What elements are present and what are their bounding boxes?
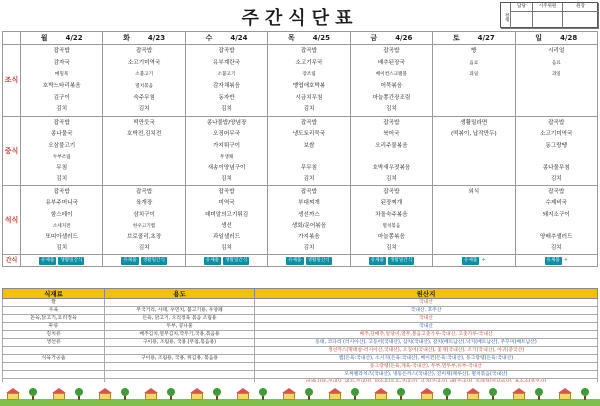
day-header: 수 4/24: [185, 32, 267, 45]
dish-item: 수제비국: [545, 200, 568, 207]
dish-item: [516, 81, 597, 93]
dish-item: 소고기미역국: [540, 131, 573, 138]
house-icon: [236, 388, 250, 400]
dish-item: [103, 141, 184, 152]
dish-item: 김치: [56, 245, 68, 252]
dish-item: 시리얼: [548, 48, 565, 54]
day-header: 토 4/27: [433, 32, 515, 45]
dish-item: 김치: [550, 176, 562, 183]
origin-row: [3, 347, 598, 355]
meal-label: 석식: [3, 186, 21, 255]
origin-origin: 모짜렐라치즈(국내산), 냉동돈까스(국내산), 진미채(페루산), 멸치볶음(국내산): [255, 371, 598, 379]
dish-item: 생선까스: [298, 211, 320, 218]
dish-item: 잡곡밥: [300, 48, 318, 54]
dish-item: 떡만둣국: [133, 120, 155, 127]
origin-origin: 동그랑땡(돈육,계육-국내산), 두부,면두부,유부-국내산: [255, 363, 598, 371]
approval-sign-box: [563, 12, 599, 29]
breakfast-row: [3, 45, 598, 117]
origin-header-row: [3, 289, 598, 299]
origin-use: 무국거리, 사태, 우민치, 불고기용, 우양폐: [105, 307, 255, 315]
house-icon: [374, 388, 388, 400]
day-header: 금 4/26: [350, 32, 432, 45]
snack-cell: [515, 255, 597, 267]
tree-icon: [29, 388, 37, 400]
dish-item: 잡곡밥: [383, 120, 400, 127]
dish-item: 가지튀구이: [213, 142, 241, 149]
snack-cell: [185, 255, 267, 267]
dish-item: [516, 152, 597, 163]
origin-origin: 배추,단배추,알당이,열무,볼음고춧가루-국내산, 고춧가루-국내산: [255, 331, 598, 339]
snack-chip: 유제품: [123, 257, 137, 263]
dish-item: 소고기미역국: [127, 59, 161, 66]
dish-item: 무침: [56, 164, 68, 171]
dinner-row: [3, 186, 598, 255]
day-header-row: [3, 32, 598, 45]
menu-cell: [350, 117, 432, 186]
house-icon: [328, 388, 342, 400]
dish-item: 유부주머니국: [45, 200, 78, 207]
snack-chip: 유제품: [546, 257, 560, 263]
dish-item: [351, 152, 432, 163]
footer-decoration: [0, 382, 600, 406]
snack-chip: 생활밀간식: [307, 257, 330, 263]
dish-item: 잡곡밥: [218, 48, 235, 54]
snack-cell: [268, 255, 350, 267]
menu-cell: [21, 117, 103, 186]
menu-cell: [103, 117, 185, 186]
snack-cell: [350, 255, 432, 267]
dish-item: 무무침: [300, 164, 318, 171]
dish-item: 감자채볶음: [213, 83, 241, 90]
menu-cell: [515, 45, 597, 117]
dish-item: 잡곡밥: [136, 189, 153, 196]
plus-mark: +: [563, 256, 569, 263]
origin-origin: 햄(돈육:국내산), 소시지(돈육:국내산), 베이컨(돈육:국내산), 동그랑땡(돈육:국내산): [255, 355, 598, 363]
dish-item: 김치: [303, 176, 315, 183]
house-icon: [512, 388, 526, 400]
dish-item: 숙주무침: [133, 94, 155, 101]
origin-origin: 국내산: [255, 323, 598, 331]
dish-item: 김구이: [53, 94, 70, 101]
corner-cell: [3, 32, 21, 45]
dish-item: 육개장: [136, 200, 153, 207]
snack-cell: [21, 255, 103, 267]
dish-item: 생활밀라면: [460, 120, 488, 127]
dish-item: 데미알의고기튀김: [204, 211, 249, 218]
origin-origin: 국내산: [255, 299, 598, 307]
dish-item: 김치: [221, 245, 232, 252]
dish-item: 한우고기찜: [133, 223, 156, 229]
snack-chip: 생활밀간식: [142, 257, 165, 263]
approval-sign-box: [511, 12, 533, 29]
tree-icon: [443, 388, 451, 400]
dish-item: 김치: [221, 176, 232, 183]
dish-item: 양배추샐러드: [540, 234, 573, 240]
dish-item: 보쌈: [303, 142, 315, 149]
origin-row: [3, 363, 598, 371]
dish-item: 호박새우젓볶음: [372, 164, 411, 171]
origin-use: 두부, 콩나물: [105, 323, 255, 331]
menu-cell: [268, 45, 350, 117]
plus-mark: +: [481, 256, 486, 263]
dish-item: (떡볶이, 납작만두): [450, 131, 497, 138]
snack-chip: 생활밀간식: [389, 257, 413, 263]
menu-cell: [185, 45, 267, 117]
snack-chip: 생활밀간식: [225, 257, 248, 263]
dish-item: 삼치구이: [133, 211, 155, 218]
origin-origin: 생선까스(명태살-러시아산,국내산), 오징어(국내산), 꽃게(국내산), 조기(국내산), 아귀(중국산): [255, 347, 598, 355]
approval-col: 담당: [511, 3, 533, 12]
dish-item: 잡곡밥: [53, 48, 70, 54]
origin-item: [3, 363, 105, 371]
dish-item: 김치: [138, 106, 150, 113]
dish-item: 김치: [221, 106, 232, 113]
dish-item: 장조림: [302, 72, 316, 78]
dish-item: [433, 152, 514, 163]
origin-use: [105, 299, 255, 307]
grass-strip: [0, 399, 600, 406]
origin-row: [3, 315, 598, 323]
menu-cell: [433, 186, 515, 255]
approval-box: [500, 2, 598, 28]
dish-item: 음료: [469, 60, 479, 66]
dish-item: 콩나물밥/양념장: [206, 120, 247, 127]
origin-use: 돈육, 닭고기, 오리정육 볶음 조림용: [105, 315, 255, 323]
dish-item: [103, 174, 184, 185]
day-header: 월 4/22: [21, 32, 103, 45]
dish-item: 빵: [471, 48, 477, 54]
dish-item: 잡곡밥: [383, 48, 400, 54]
approval-col: 시주위원: [533, 3, 563, 12]
dish-item: 과일: [469, 72, 479, 78]
menu-cell: [185, 186, 267, 255]
origin-item: 우육: [3, 307, 105, 315]
lunch-row: [3, 117, 598, 186]
dish-item: 김치: [56, 176, 68, 183]
origin-row: [3, 339, 598, 347]
dish-item: 소불고기: [135, 72, 154, 78]
tree-icon: [581, 388, 589, 400]
menu-cell: [268, 186, 350, 255]
dish-item: 멸치볶음: [382, 223, 401, 229]
tree-icon: [167, 388, 175, 400]
snack-chip: 유제품: [205, 257, 220, 263]
dish-item: 김치: [385, 245, 397, 252]
dish-item: 잡곡밥: [300, 120, 318, 127]
tree-icon: [121, 388, 129, 400]
dish-item: 메밀묵: [55, 72, 69, 78]
origin-row: [3, 307, 598, 315]
snack-chip: 유제품: [464, 257, 478, 263]
house-icon: [52, 388, 66, 400]
dish-item: 오삼불고기: [48, 142, 76, 149]
origin-use: 배추김치,열무김치,깍두기,국용,볶음용: [105, 331, 255, 339]
dish-item: 김치: [138, 245, 150, 252]
house-icon: [190, 388, 204, 400]
dish-item: 콩나물무침: [542, 164, 570, 171]
origin-use: 구이용, 조림용, 국용, 튀김용, 볶음용: [105, 355, 255, 363]
tree-icon: [213, 388, 221, 400]
dish-item: 어묵볶음: [380, 83, 403, 90]
origin-item: 김치류: [3, 331, 105, 339]
origin-row: [3, 355, 598, 363]
approval-sign-box: [533, 12, 563, 29]
dish-item: 된장찌개: [380, 200, 403, 207]
dish-item: 유부계란국: [213, 59, 241, 66]
dish-item: 잡곡밥: [136, 48, 153, 54]
dish-item: 새송이양념구이: [207, 164, 246, 171]
snack-cell: [433, 255, 515, 267]
dish-item: 차돌숙주볶음: [375, 211, 408, 218]
day-header: 일 4/28: [515, 32, 597, 45]
menu-cell: [103, 186, 185, 255]
tree-icon: [305, 388, 313, 400]
dish-item: 잡곡밥: [548, 189, 565, 196]
snack-chip: 유제품: [288, 257, 302, 263]
dish-item: 돼지소구이: [542, 211, 570, 218]
dish-item: [433, 198, 514, 209]
menu-cell: [21, 45, 103, 117]
dish-item: [516, 93, 597, 105]
dish-item: 호박느타리볶음: [42, 83, 81, 90]
origin-use: [105, 363, 255, 371]
origin-item: [3, 347, 105, 355]
dish-item: 김치: [56, 106, 68, 113]
meal-label: 중식: [3, 117, 21, 186]
dish-item: 생선: [221, 222, 232, 229]
origin-use: 구이용, 조림용, 국용 (무침,볶음용): [105, 339, 255, 347]
dish-item: 잡곡밥: [218, 189, 235, 196]
dish-item: 외식: [468, 189, 480, 196]
dish-item: 소고기무국: [295, 59, 323, 66]
dish-item: 가지볶음: [298, 234, 320, 240]
snack-chip: 유제품: [370, 257, 384, 263]
dish-item: [516, 221, 597, 232]
dish-item: 잡곡밥: [53, 120, 70, 127]
origin-item: 돈육,닭고기,오리정육: [3, 315, 105, 323]
dish-item: [433, 243, 514, 254]
dish-item: 브로콜리,초장: [127, 234, 162, 240]
tree-icon: [397, 388, 405, 400]
dish-item: [433, 104, 514, 116]
tree-icon: [259, 388, 267, 400]
dish-item: 냉도토리묵국: [292, 131, 326, 138]
tree-icon: [489, 388, 497, 400]
dish-item: 북어국: [383, 131, 400, 138]
dish-item: 소불고기: [217, 72, 236, 78]
origin-item: 두류: [3, 323, 105, 331]
dish-item: 음료: [551, 60, 561, 66]
dish-item: [433, 210, 514, 221]
origin-item: 쌀: [3, 299, 105, 307]
dish-item: 김치: [303, 106, 315, 113]
menu-cell: [515, 117, 597, 186]
meal-label: 간식: [3, 255, 21, 267]
dish-item: 과일: [551, 72, 561, 78]
dish-item: 마늘쫑간장조림: [372, 94, 411, 101]
header: [0, 0, 600, 32]
menu-cell: [350, 186, 432, 255]
page-title: 주간식단표: [241, 8, 359, 29]
dish-item: 미역국: [218, 200, 235, 207]
house-icon: [144, 388, 158, 400]
day-header: 화 4/23: [103, 32, 185, 45]
origin-header: 식재료: [3, 289, 105, 299]
menu-cell: [103, 45, 185, 117]
origin-table: [2, 288, 598, 387]
menu-cell: [433, 117, 515, 186]
house-icon: [6, 388, 20, 400]
dish-item: 소세지전: [52, 223, 71, 229]
dish-item: 배추된장국: [377, 59, 405, 66]
origin-origin: 동태, 코다리 (러시아산), 고등어(국내산), 삼치(국내산), 갈치(베트남산),낙지(베트남산), 주꾸미(베트남산): [255, 339, 598, 347]
origin-header: 용도: [105, 289, 255, 299]
dish-item: 콩나물국: [50, 131, 73, 138]
tree-icon: [351, 388, 359, 400]
origin-origin: 국내산: [255, 315, 598, 323]
dish-item: 김치: [385, 176, 397, 183]
origin-use: [105, 347, 255, 355]
approval-side-label: 결재: [501, 3, 511, 29]
house-icon: [466, 388, 480, 400]
origin-item: 식육가공품: [3, 355, 105, 363]
origin-origin: 국내산, 호주산: [255, 307, 598, 315]
tree-icon: [75, 388, 83, 400]
dish-item: [103, 163, 184, 174]
snack-cell: [103, 255, 185, 267]
dish-item: 감자국: [53, 59, 70, 66]
origin-item: [3, 371, 105, 379]
menu-cell: [21, 186, 103, 255]
dish-item: 호박전,김치전: [127, 131, 162, 138]
dish-item: 김치: [385, 106, 397, 113]
dish-item: [433, 163, 514, 174]
weekly-menu-table: [2, 31, 598, 267]
dish-item: 오징어무국: [213, 131, 241, 138]
snack-chip: 생활밀간식: [60, 257, 83, 263]
dish-item: 동자반: [218, 94, 235, 101]
dish-item: 부대찌개: [298, 200, 320, 207]
dish-item: 잡곡밥: [300, 189, 318, 196]
dish-item: 잡곡밥: [383, 189, 400, 196]
dish-item: [103, 152, 184, 163]
menu-cell: [350, 45, 432, 117]
house-icon: [558, 388, 572, 400]
dish-item: 두부조림: [52, 154, 71, 160]
dish-item: 잡곡밥: [53, 189, 70, 196]
approval-col: 원장: [563, 3, 599, 12]
dish-item: 과일샐러드: [213, 234, 241, 240]
house-icon: [420, 388, 434, 400]
origin-row: [3, 323, 598, 331]
dish-item: [268, 152, 349, 163]
dish-item: [433, 232, 514, 243]
origin-row: [3, 299, 598, 307]
dish-item: 시금치무침: [295, 94, 323, 101]
origin-header: 원산지: [255, 289, 598, 299]
dish-item: 생회/문어볶음: [291, 222, 327, 229]
dish-item: 맹엽애호박볶: [292, 83, 326, 90]
menu-cell: [268, 117, 350, 186]
menu-cell: [433, 45, 515, 117]
dish-item: 김치: [303, 245, 315, 252]
origin-use: [105, 371, 255, 379]
meal-label: 조식: [3, 45, 21, 117]
dish-item: 함스테이: [50, 211, 73, 218]
dish-item: 잡곡밥: [548, 120, 565, 127]
dish-item: [433, 141, 514, 152]
origin-row: [3, 371, 598, 379]
dish-item: [433, 174, 514, 185]
dish-item: 동그랑땡: [545, 142, 568, 149]
dish-item: [433, 93, 514, 105]
day-header: 목 4/25: [268, 32, 350, 45]
dish-item: 마늘쫑볶음: [377, 234, 405, 240]
dish-item: 무생채: [219, 154, 234, 160]
snack-row: [3, 255, 598, 267]
dish-item: 베이컨스크램블: [375, 72, 407, 78]
dish-item: [433, 81, 514, 93]
house-icon: [282, 388, 296, 400]
menu-cell: [515, 186, 597, 255]
dish-item: 오리주물볶음: [375, 142, 408, 149]
menu-cell: [185, 117, 267, 186]
dish-item: [516, 104, 597, 116]
dish-item: 멸치볶음: [135, 84, 154, 90]
snack-chip: 유제품: [40, 257, 55, 263]
origin-row: [3, 331, 598, 339]
house-icon: [98, 388, 112, 400]
tree-icon: [535, 388, 543, 400]
dish-item: 김치: [550, 245, 562, 252]
origin-item: 생선류: [3, 339, 105, 347]
dish-item: [433, 221, 514, 232]
dish-item: 또띠아샐러드: [45, 234, 78, 240]
